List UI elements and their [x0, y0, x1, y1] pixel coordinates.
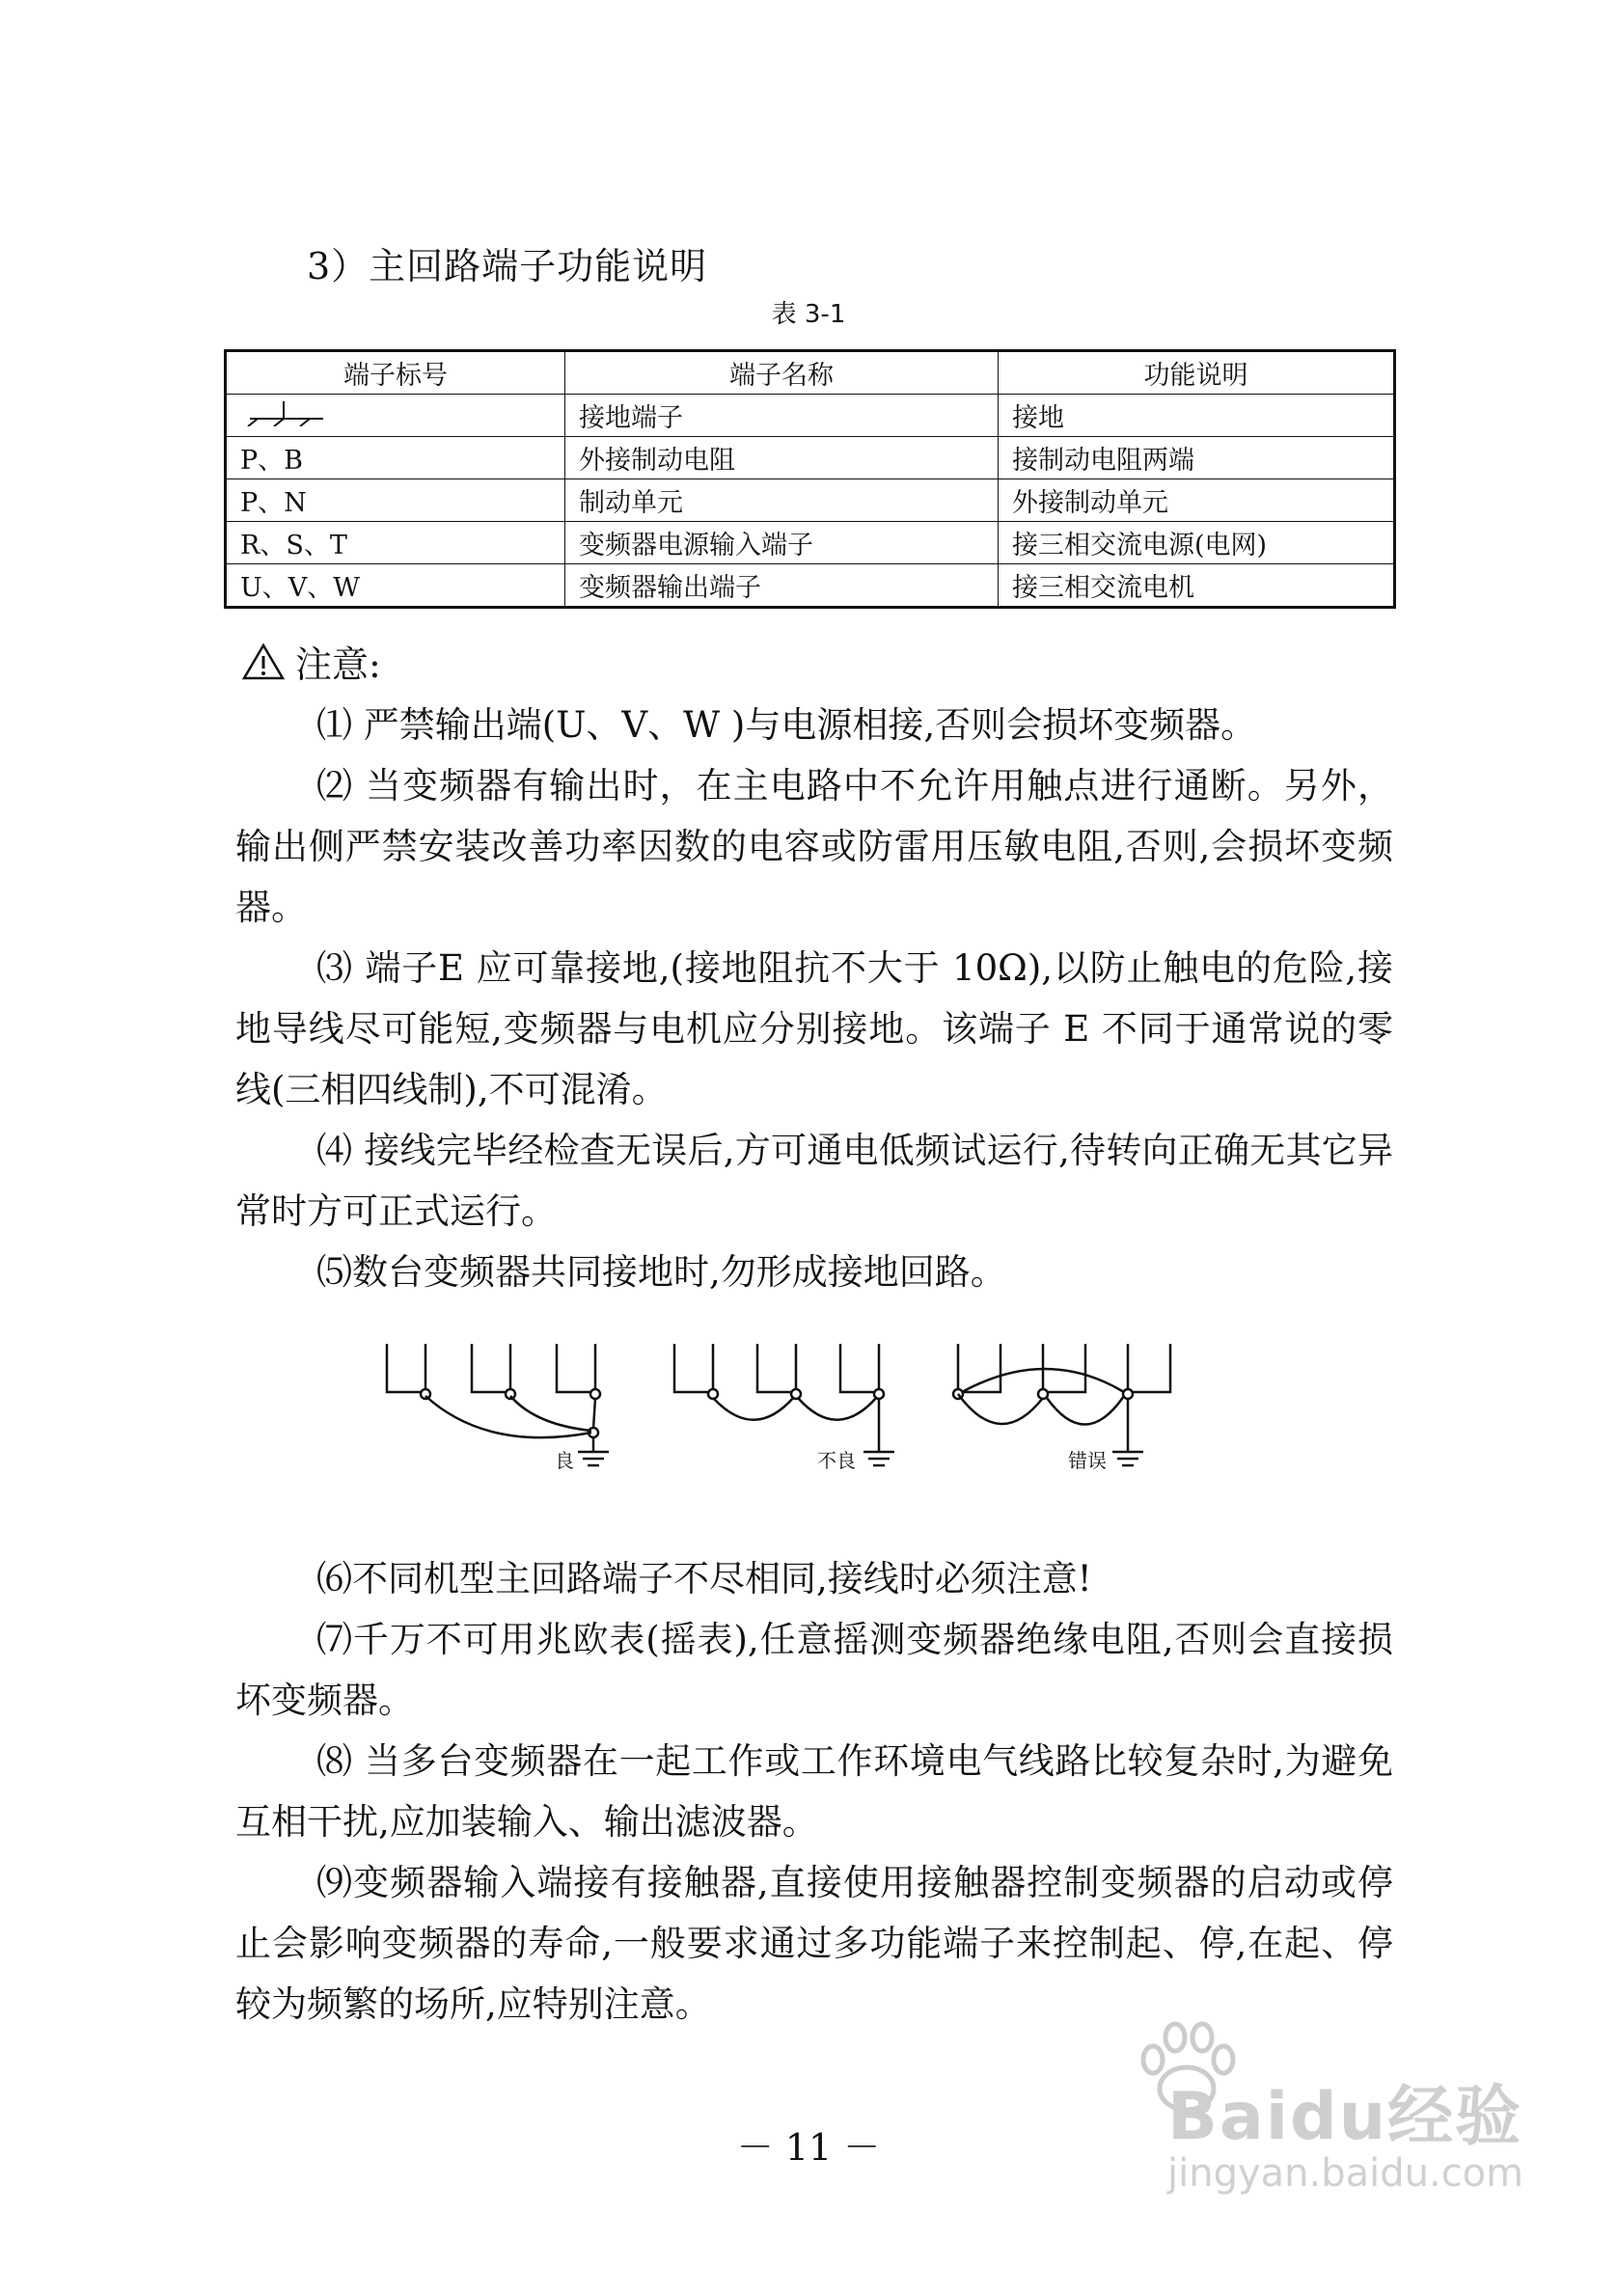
note-paragraph: ⑵ 当变频器有输出时，在主电路中不允许用触点进行通断。另外，输出侧严禁安装改善功率因数的电容或防雷用压敏电阻,否则,会损坏变频器。: [235, 765, 1393, 928]
diagram-label-wrong: 错误: [1068, 1449, 1107, 1472]
grounding-diagram: [381, 1336, 1230, 1490]
watermark-brand: Baidu经验: [1167, 2079, 1523, 2155]
table-cell: 变频器电源输入端子: [565, 522, 999, 564]
table-cell: 制动单元: [565, 479, 999, 522]
table-header-cell: 功能说明: [999, 351, 1395, 395]
ground-symbol-icon: [240, 397, 327, 426]
notes-bottom: [235, 1548, 1393, 2035]
warning-triangle-icon: [241, 642, 286, 681]
table-cell: R、S、T: [226, 522, 565, 564]
notes-top: [235, 695, 1393, 1302]
table-cell: 接三相交流电机: [999, 564, 1395, 608]
table-header-cell: 端子标号: [226, 351, 565, 395]
page-number: － 11 －: [736, 2126, 881, 2169]
table-header-row: [226, 351, 1395, 395]
diagram-label-bad: 不良: [817, 1449, 856, 1472]
table-row: [226, 564, 1395, 608]
table-caption: 表 3-1: [771, 300, 846, 329]
note-paragraph: ⑹不同机型主回路端子不尽相同,接线时必须注意!: [316, 1558, 1092, 1599]
table-cell: 接制动电阻两端: [999, 437, 1395, 479]
baidu-watermark: [1138, 2045, 1524, 2219]
diagram-bad: [674, 1344, 894, 1465]
table-cell: 接地端子: [565, 395, 999, 437]
section-title: 3）主回路端子功能说明: [307, 245, 708, 287]
note-paragraph: ⑼变频器输入端接有接触器,直接使用接触器控制变频器的启动或停止会影响变频器的寿命,一般要求通过多功能端子来控制起、停,在起、停较为频繁的场所,应特别注意。: [235, 1862, 1393, 2025]
note-paragraph: ⑻ 当多台变频器在一起工作或工作环境电气线路比较复杂时,为避免互相干扰,应加装输入、输出滤波器。: [235, 1740, 1393, 1843]
table-cell: 变频器输出端子: [565, 564, 999, 608]
table-cell: U、V、W: [226, 564, 565, 608]
notice-label: 注意:: [295, 643, 381, 686]
table-cell: 外接制动电阻: [565, 437, 999, 479]
diagram-wrong: [953, 1344, 1170, 1465]
table-row: [226, 395, 1395, 437]
diagram-label-good: 良: [555, 1449, 574, 1472]
table-cell: 接地: [999, 395, 1395, 437]
note-paragraph: ⑴ 严禁输出端(U、V、W )与电源相接,否则会损坏变频器。: [316, 704, 1257, 746]
terminal-table: [224, 349, 1396, 609]
table-row: [226, 479, 1395, 522]
table-cell: P、B: [226, 437, 565, 479]
notice-heading: [241, 635, 381, 688]
note-paragraph: ⑶ 端子E 应可靠接地,(接地阻抗不大于 10Ω),以防止触电的危险,接地导线尽可能短,变频器与电机应分别接地。该端子 E 不同于通常说的零线(三相四线制),不可混淆。: [235, 947, 1393, 1110]
table-cell: 外接制动单元: [999, 479, 1395, 522]
table-header-cell: 端子名称: [565, 351, 999, 395]
table-row: [226, 437, 1395, 479]
table-cell-ground-symbol: [226, 395, 565, 437]
note-paragraph: ⑺千万不可用兆欧表(摇表),任意摇测变频器绝缘电阻,否则会直接损坏变频器。: [235, 1619, 1393, 1721]
watermark-url: jingyan.baidu.com: [1167, 2151, 1524, 2196]
table-cell: 接三相交流电源(电网): [999, 522, 1395, 564]
note-paragraph: ⑷ 接线完毕经检查无误后,方可通电低频试运行,待转向正确无其它异常时方可正式运行。: [235, 1130, 1393, 1232]
diagram-good: [387, 1344, 609, 1465]
note-paragraph: ⑸数台变频器共同接地时,勿形成接地回路。: [316, 1251, 1006, 1293]
table-cell: P、N: [226, 479, 565, 522]
table-row: [226, 522, 1395, 564]
